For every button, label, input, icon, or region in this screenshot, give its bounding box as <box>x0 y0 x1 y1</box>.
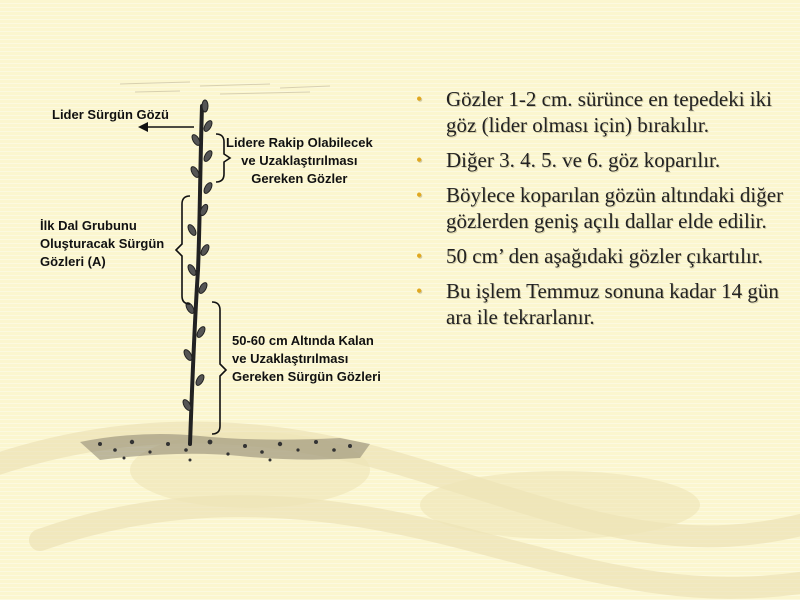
bullet-item <box>414 182 784 234</box>
bullet-dot-icon: • <box>416 246 423 266</box>
ground <box>80 434 370 462</box>
sky-hatching <box>120 82 330 94</box>
bullet-list <box>414 86 784 339</box>
sapling-drawing <box>40 70 410 490</box>
label-rakip-gozler: Lidere Rakip Olabilecek ve Uzaklaştırılması Gereken Gözler <box>226 135 373 186</box>
bullet-dot-icon: • <box>416 185 423 205</box>
bullet-dot-icon: • <box>416 281 423 301</box>
bullet-dot-icon: • <box>416 89 423 109</box>
bullet-item <box>414 243 784 269</box>
bullet-dot-icon: • <box>416 150 423 170</box>
bullet-item <box>414 278 784 330</box>
bullet-text: Böylece koparılan gözün altındaki diğer gözlerden geniş açılı dallar elde edilir. <box>446 183 784 233</box>
bullet-text: Diğer 3. 4. 5. ve 6. göz koparılır. <box>446 148 721 172</box>
bullet-item <box>414 147 784 173</box>
bullet-text: Bu işlem Temmuz sonuna kadar 14 gün ara ile tekrarlanır. <box>446 279 779 329</box>
label-ilk-dal-grubu: İlk Dal Grubunu Oluşturacak Sürgün Gözleri (A) <box>40 218 165 269</box>
label-lider-surgun-gozu: Lider Sürgün Gözü <box>52 107 169 122</box>
label-alt-surgun-gozleri: 50-60 cm Altında Kalan ve Uzaklaştırılması Gereken Sürgün Gözleri <box>232 333 381 384</box>
bullet-item <box>414 86 784 138</box>
bracket-ilk-dal <box>176 196 190 304</box>
sapling-diagram <box>40 70 410 490</box>
bullet-text: Gözler 1-2 cm. sürünce en tepedeki iki göz (lider olması için) bırakılır. <box>446 87 772 137</box>
bracket-alt <box>212 302 226 434</box>
bullet-text: 50 cm’ den aşağıdaki gözler çıkartılır. <box>446 244 763 268</box>
